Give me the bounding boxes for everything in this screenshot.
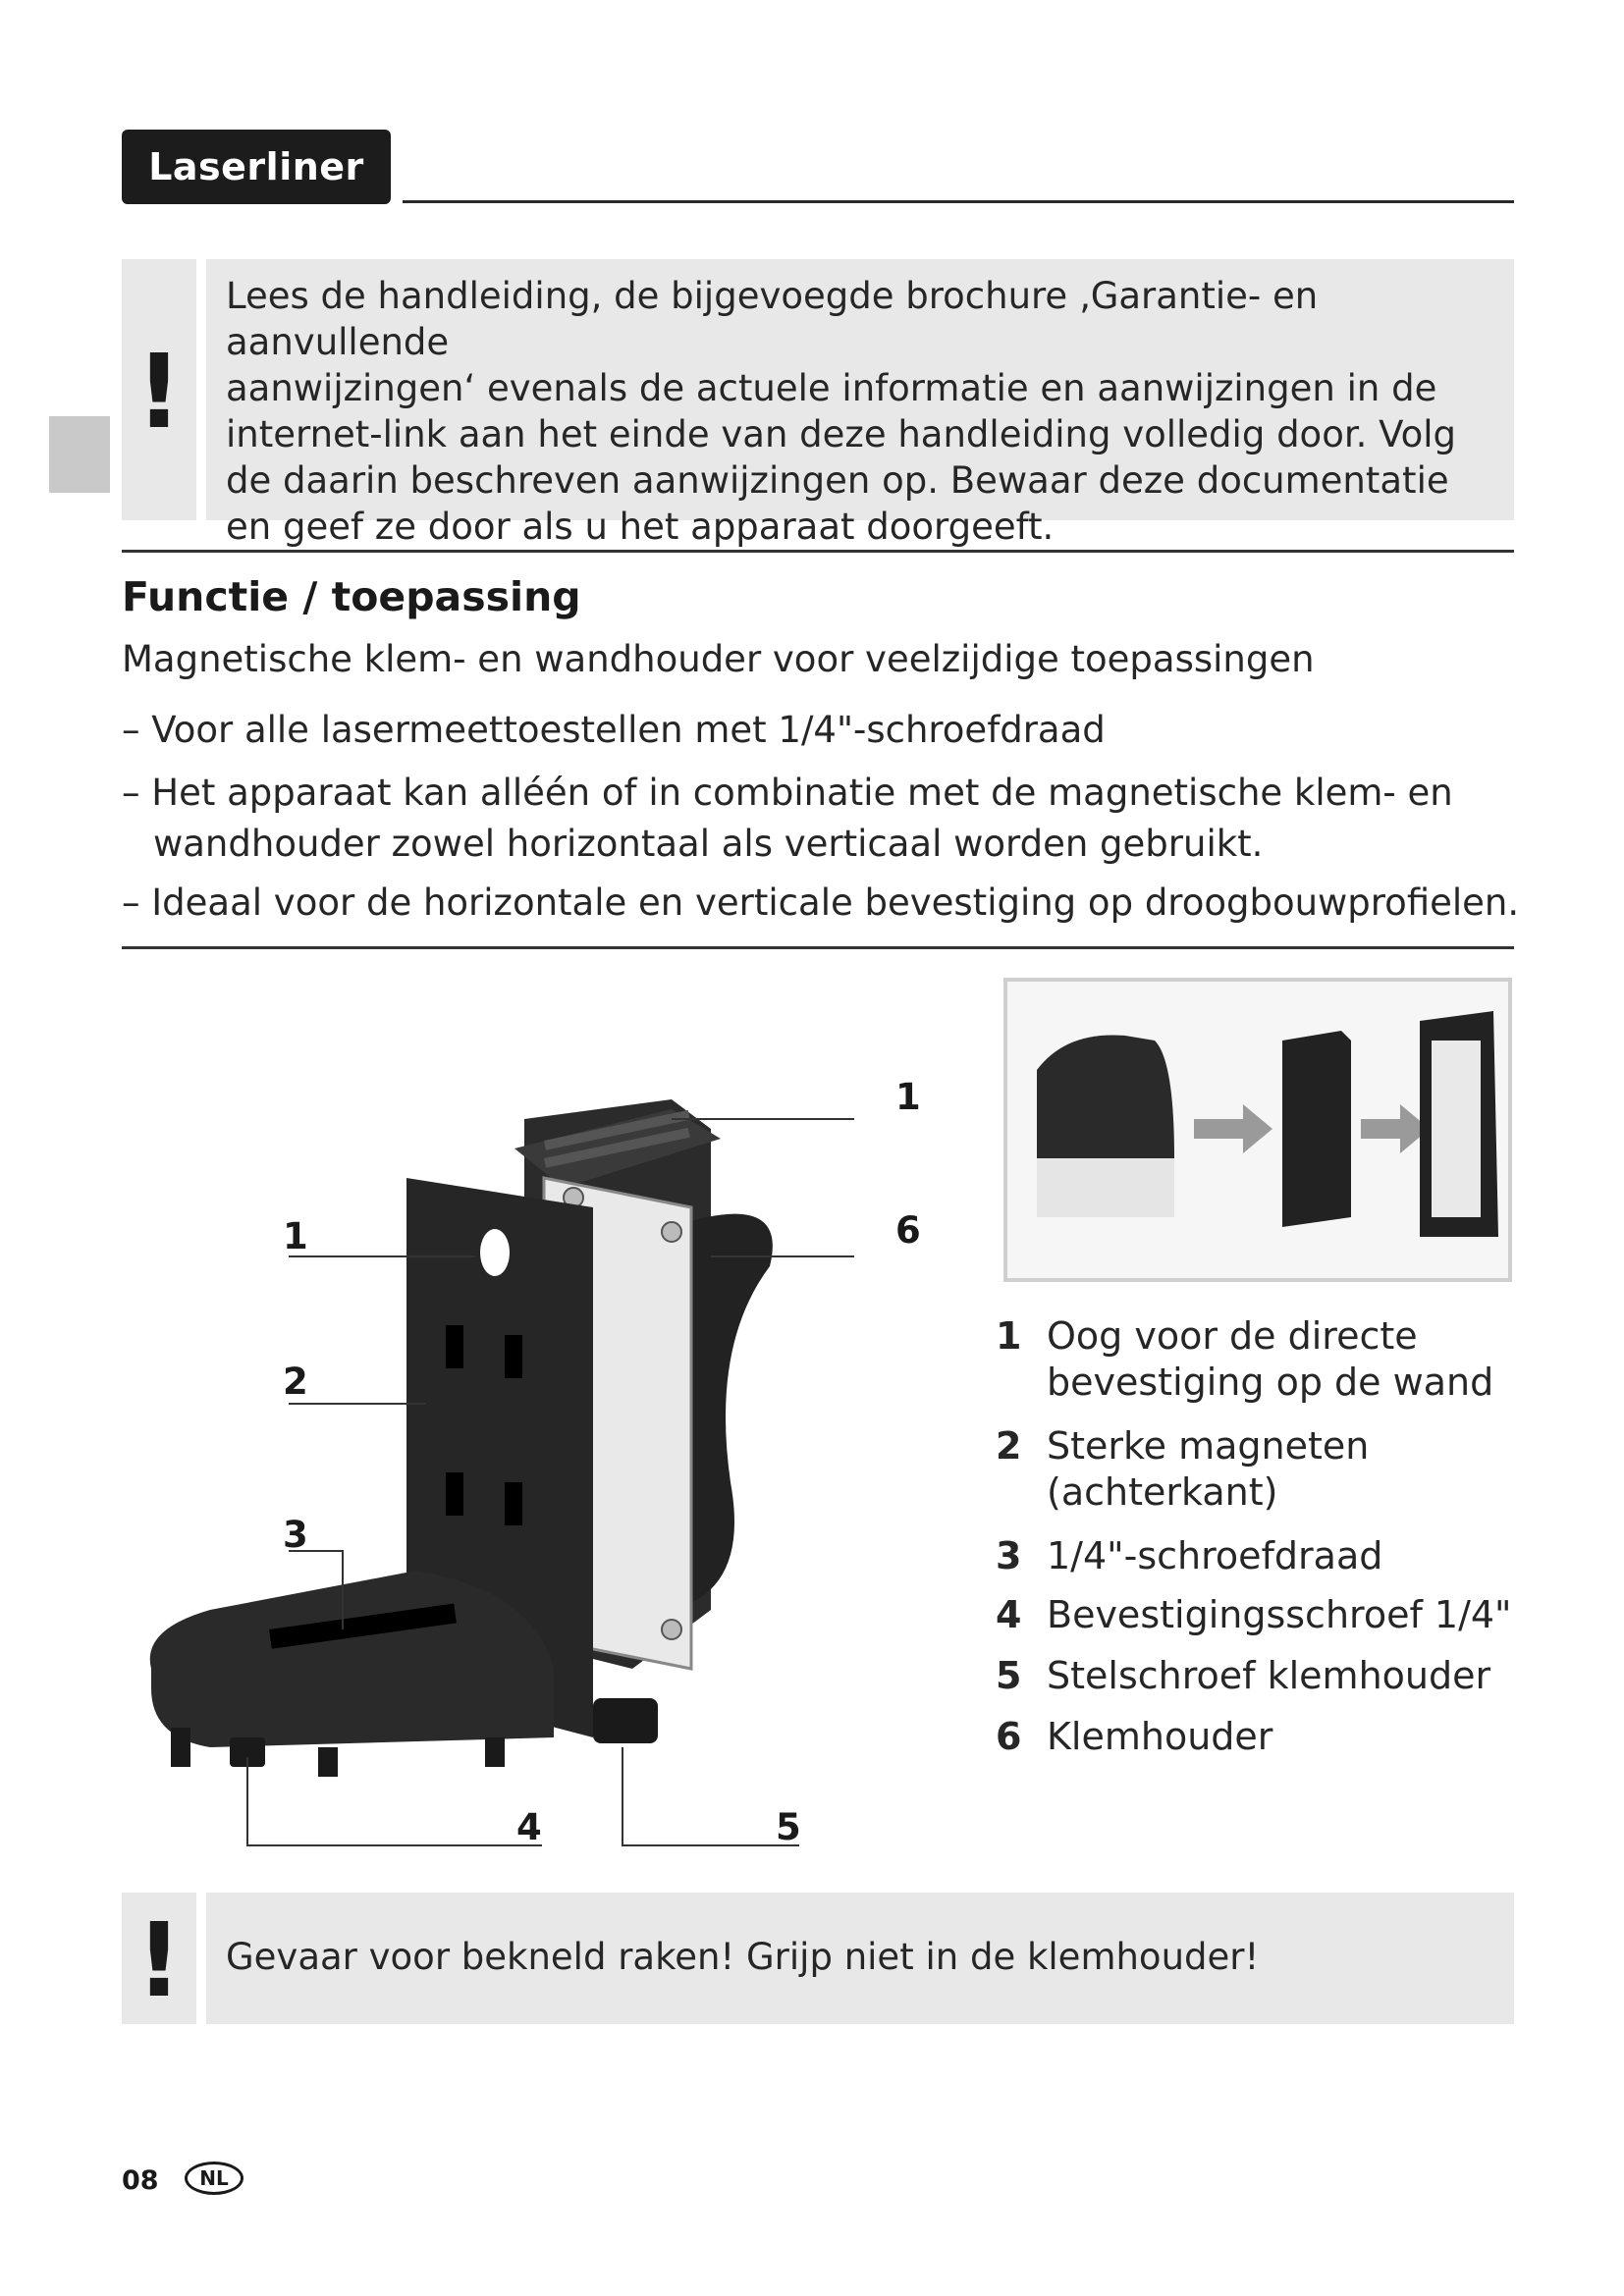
section-divider [122,550,1514,553]
bracket-photo [1282,1031,1351,1227]
language-badge: NL [185,2162,244,2195]
plate-screw [662,1620,681,1639]
legend-item [996,1423,1545,1516]
section-intro: Magnetische klem- en wandhouder voor veelzijdige toepassingen [122,638,1315,680]
bullet-item: – Het apparaat kan alléén of in combinatie met de magnetische klem- en [122,772,1453,814]
legend-number: 6 [996,1715,1022,1758]
notice-box [206,259,1514,548]
warning-icon: ! [122,259,196,520]
legend-text: Bevestigingsschroef 1/4" [1047,1593,1512,1636]
legend-text: Stelschroef klemhouder [1047,1654,1491,1697]
side-tab-marker [49,416,110,493]
legend-item [996,1592,1545,1638]
notice-line: internet-link aan het einde van deze handleiding volledig door. Volg [226,413,1457,455]
base-foot [485,1737,505,1767]
base-foot [318,1747,338,1777]
magnet-slot [505,1482,522,1525]
notice-box [206,1893,1514,2024]
legend-number: 4 [996,1593,1022,1636]
legend-item [996,1313,1545,1406]
legend-text: Klemhouder [1047,1715,1273,1758]
callout-number: 3 [283,1514,308,1556]
legend-text: 1/4"-schroefdraad [1047,1534,1383,1577]
notice-line: aanwijzingen‘ evenals de actuele informatie en aanwijzingen in de [226,367,1437,409]
legend-number: 1 [996,1314,1022,1358]
notice-line: de daarin beschreven aanwijzingen op. Bewaar deze documentatie [226,459,1449,502]
callout-number: 1 [895,1076,921,1118]
bullet-item: – Ideaal voor de horizontale en verticale bevestiging op droogbouwprofielen. [122,881,1520,924]
bullet-item-continuation: wandhouder zowel horizontaal als verticaal worden gebruikt. [153,823,1264,865]
legend-text: Sterke magneten (achterkant) [1047,1424,1370,1514]
bracket-base [150,1571,554,1747]
magnet-slot [505,1335,522,1378]
notice-text [226,273,1502,550]
notice-line: en geef ze door als u het apparaat doorgeeft. [226,506,1055,548]
legend-item [996,1653,1545,1699]
leader-line [623,1747,799,1845]
magnet-slot [446,1472,463,1516]
callout-number: 6 [895,1209,921,1252]
laser-device [1037,1035,1174,1168]
section-title: Functie / toepassing [122,573,581,620]
section-divider [122,946,1514,949]
header-rule [403,200,1514,203]
legend-number: 5 [996,1654,1022,1697]
leader-line [247,1757,542,1845]
clamp-plate-photo [1432,1041,1481,1217]
laser-device-base [1037,1158,1174,1217]
bullet-item: – Voor alle lasermeettoestellen met 1/4"-schroefdraad [122,709,1106,751]
usage-photo-drawing [1007,982,1508,1278]
bracket-hole [480,1229,510,1276]
legend-item [996,1533,1545,1579]
usage-photo [1003,978,1512,1282]
notice-line: Lees de handleiding, de bijgevoegde brochure ‚Garantie- en aanvullende [226,275,1319,363]
callout-number: 2 [283,1361,308,1403]
warning-icon: ! [122,1893,196,2024]
notice-text: Gevaar voor bekneld raken! Grijp niet in de klemhouder! [226,1936,1260,1978]
product-illustration [122,1060,927,1865]
plate-screw [662,1222,681,1242]
base-foot [171,1728,190,1767]
brand-logo: Laserliner [122,130,391,204]
page-number: 08 [122,2165,159,2196]
callout-number: 4 [516,1806,542,1848]
legend-item [996,1714,1545,1760]
callout-number: 1 [283,1215,308,1257]
adjusting-knob [593,1698,658,1743]
legend-text: Oog voor de directe bevestiging op de wand [1047,1314,1494,1404]
magnet-slot [446,1325,463,1368]
legend-number: 3 [996,1534,1022,1577]
legend-number: 2 [996,1424,1022,1468]
callout-number: 5 [776,1806,801,1848]
